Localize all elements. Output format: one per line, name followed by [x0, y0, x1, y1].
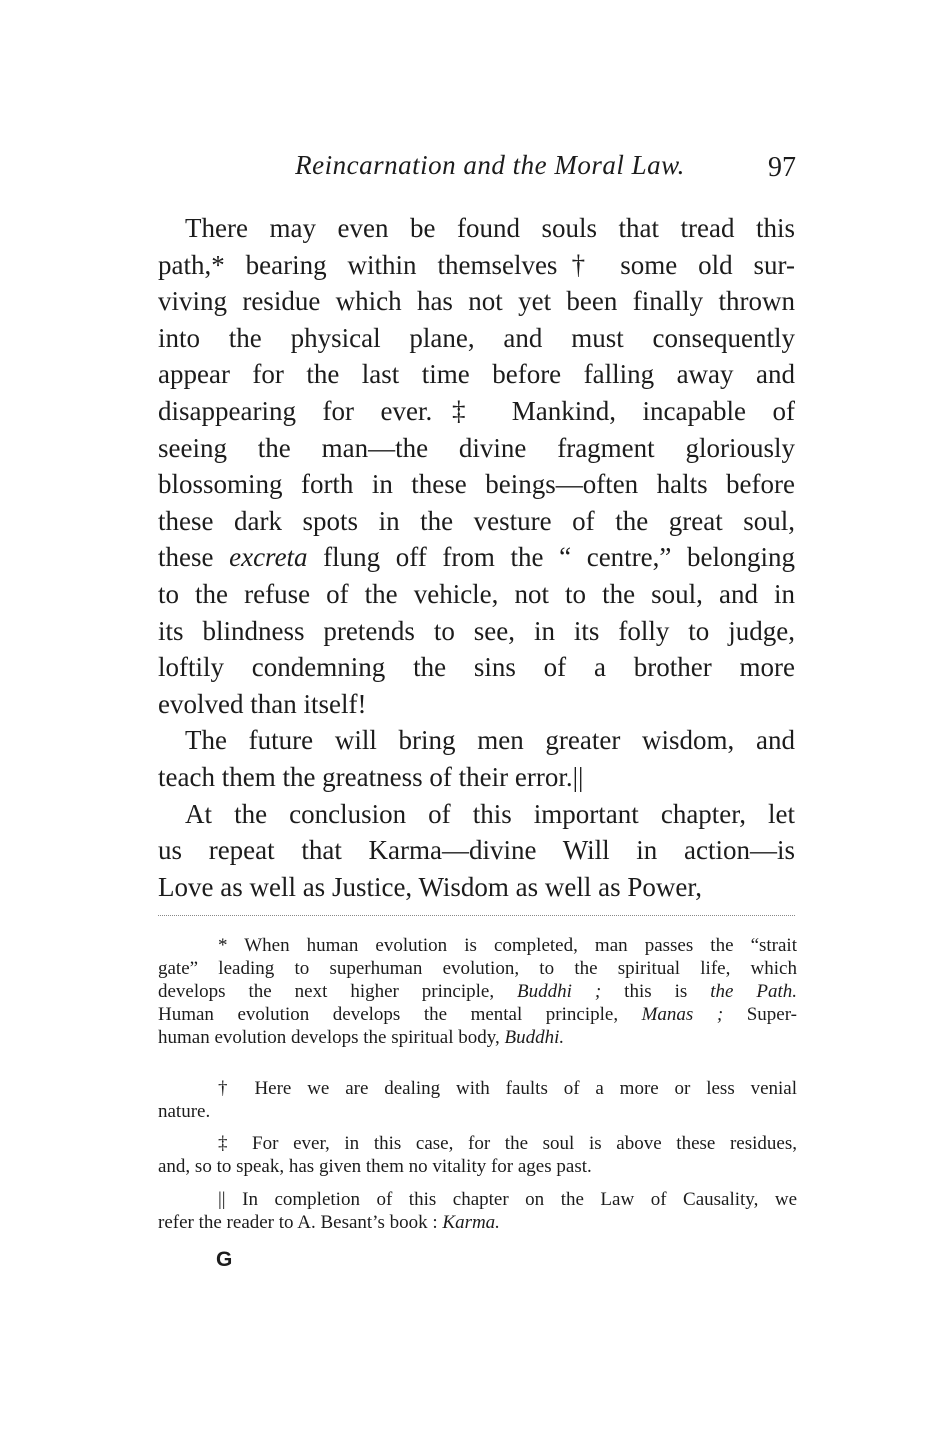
text-line: [158, 869, 795, 906]
text-segment: There may even be found souls that tread this: [185, 213, 795, 243]
footnote-text: [158, 1188, 797, 1234]
text-line: [158, 247, 795, 284]
text-segment: Human evolution develops the mental principle,: [158, 1004, 642, 1025]
text-segment: these: [158, 542, 230, 573]
text-segment: Super-: [723, 1004, 797, 1025]
text-line: [158, 356, 795, 393]
text-line: [158, 466, 795, 503]
text-segment: teach them the greatness of their error.||: [158, 761, 584, 792]
text-segment: path,* bearing within themselves† some old sur-: [158, 249, 795, 280]
text-line: [158, 430, 795, 467]
text-segment: At the conclusion of this important chapter, let: [185, 798, 795, 829]
body-text: [158, 210, 795, 905]
text-line: [158, 539, 795, 576]
text-line: [158, 210, 795, 247]
text-line: [158, 1100, 797, 1123]
text-segment: † Here we are dealing with faults of a more or less venial: [218, 1078, 797, 1099]
text-segment: seeing the man—the divine fragment gloriously: [158, 432, 795, 463]
italic-text: Buddhi.: [504, 1027, 565, 1048]
text-line: [158, 796, 795, 833]
text-segment: ‡ For ever, in this case, for the soul is above these residues,: [218, 1133, 797, 1154]
italic-text: excreta: [229, 542, 308, 573]
text-line: [158, 613, 795, 650]
text-line: [158, 320, 795, 357]
running-header: Reincarnation and the Moral Law.: [295, 150, 685, 180]
footnote-text: [158, 1132, 797, 1178]
text-line: [158, 934, 797, 957]
text-segment: to the refuse of the vehicle, not to the soul, and in: [158, 578, 795, 609]
text-segment: blossoming forth in these beings—often halts before: [158, 469, 795, 500]
signature-mark: G: [216, 1248, 233, 1271]
paragraph: [158, 796, 795, 906]
text-segment: into the physical plane, and must consequently: [158, 322, 795, 353]
text-line: [158, 957, 797, 980]
footnote-text: [158, 1077, 797, 1123]
text-segment: Love as well as Justice, Wisdom as well as Power,: [158, 871, 702, 902]
text-line: [158, 1026, 797, 1049]
text-line: [158, 1155, 797, 1178]
text-segment: * When human evolution is completed, man passes the “strait: [218, 935, 797, 956]
text-segment: these dark spots in the vesture of the great soul,: [158, 505, 795, 536]
text-segment: appear for the last time before falling away and: [158, 359, 795, 390]
text-segment: nature.: [158, 1101, 211, 1122]
text-segment: The future will bring men greater wisdom, and: [185, 725, 795, 756]
text-segment: disappearing for ever.‡ Mankind, incapable of: [158, 395, 795, 426]
text-segment: loftily condemning the sins of a brother more: [158, 652, 795, 683]
footnote: [158, 1132, 797, 1178]
footnote: [158, 1077, 797, 1123]
paragraph: [158, 722, 795, 795]
footnote-text: [158, 934, 797, 1049]
text-line: [158, 283, 795, 320]
text-segment: develops the next higher principle,: [158, 981, 518, 1002]
text-segment: || In completion of this chapter on the Law of Causality, we: [218, 1189, 797, 1210]
text-line: [158, 1003, 797, 1026]
text-segment: us repeat that Karma—divine Will in action—is: [158, 835, 795, 866]
footnote-rule: [158, 915, 795, 916]
text-segment: its blindness pretends to see, in its folly to judge,: [158, 615, 795, 646]
text-segment: this is: [601, 981, 711, 1002]
text-line: [158, 832, 795, 869]
footnote: [158, 1188, 797, 1234]
text-line: [158, 503, 795, 540]
text-line: [158, 1188, 797, 1211]
page-number: 97: [768, 152, 796, 183]
text-segment: evolved than itself!: [158, 688, 367, 719]
text-segment: gate” leading to superhuman evolution, to the spiritual life, which: [158, 958, 797, 979]
text-segment: viving residue which has not yet been finally thrown: [158, 286, 795, 317]
italic-text: Karma.: [442, 1212, 500, 1233]
text-line: [158, 649, 795, 686]
text-segment: human evolution develops the spiritual body,: [158, 1027, 505, 1048]
text-line: [158, 1077, 797, 1100]
text-line: [158, 722, 795, 759]
paragraph: [158, 210, 795, 722]
text-line: [158, 393, 795, 430]
text-line: [158, 980, 797, 1003]
italic-text: the Path.: [710, 981, 797, 1002]
text-segment: flung off from the “ centre,” belonging: [307, 542, 796, 573]
text-segment: and, so to speak, has given them no vitality for ages past.: [158, 1156, 592, 1177]
text-segment: refer the reader to A. Besant’s book :: [158, 1212, 443, 1233]
text-line: [158, 686, 795, 723]
footnote: [158, 934, 797, 1049]
text-line: [158, 1132, 797, 1155]
text-line: [158, 1211, 797, 1234]
text-line: [158, 576, 795, 613]
italic-text: Manas ;: [641, 1004, 724, 1025]
italic-text: Buddhi ;: [517, 981, 602, 1002]
text-line: [158, 759, 795, 796]
